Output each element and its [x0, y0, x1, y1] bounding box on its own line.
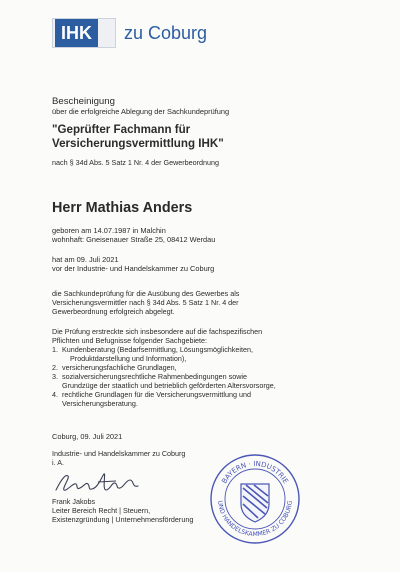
subject-text: Grundzüge der staatlich und betrieblich geförderten Altersvorsorge,	[62, 381, 276, 390]
subject-text: Versicherungsberatung.	[62, 399, 138, 408]
passed-statement	[52, 289, 352, 316]
scope-section	[52, 327, 352, 408]
subject-number: 3.	[52, 372, 58, 381]
legal-reference: nach § 34d Abs. 5 Satz 1 Nr. 4 der Gewerbeordnung	[52, 158, 220, 167]
exam-date: hat am 09. Juli 2021	[52, 255, 119, 264]
subject-number: 1.	[52, 345, 58, 354]
official-seal	[208, 452, 302, 546]
bavarian-coat-of-arms-icon	[241, 484, 269, 522]
scope-intro: Die Prüfung erstreckte sich insbesondere auf die fachspezifischen	[52, 327, 263, 336]
place-date: Coburg, 09. Juli 2021	[52, 432, 123, 441]
holder-name: Herr Mathias Anders	[52, 200, 193, 216]
scope-intro: Pflichten und Befugnisse folgender Sachgebiete:	[52, 336, 208, 345]
subject-text: rechtliche Grundlagen für die Versicherungsvermittlung und	[62, 390, 251, 399]
holder-details	[52, 226, 352, 244]
signatory-role: Existenzgründung | Unternehmensförderung	[52, 515, 194, 524]
exam-chamber: vor der Industrie- und Handelskammer zu Coburg	[52, 264, 215, 274]
subject-text: Produktdarstellung und Information),	[70, 354, 187, 363]
qualification-title	[52, 123, 352, 151]
ihk-logo-text: zu Coburg	[124, 22, 208, 43]
certificate-heading-block	[52, 96, 352, 116]
signatory-name: Frank Jakobs	[52, 497, 96, 506]
chamber-block	[52, 449, 352, 467]
ihk-logo	[52, 18, 218, 48]
signatory-role: Leiter Bereich Recht | Steuern,	[52, 506, 151, 515]
passed-line: Versicherungsvermittler nach § 34d Abs. 5 Satz 1 Nr. 4 der	[52, 298, 239, 307]
seal-bottom-text: UND HANDELSKAMMER ZU COBURG	[215, 500, 295, 539]
subject-number: 2.	[52, 363, 58, 372]
signatory-block	[52, 497, 352, 524]
subject-text: sozialversicherungsrechtliche Rahmenbedingungen sowie	[62, 372, 247, 381]
subject-item	[52, 345, 352, 363]
building-icon	[52, 18, 116, 48]
subject-item	[52, 372, 352, 390]
chamber-name: Industrie- und Handelskammer zu Coburg	[52, 449, 186, 458]
exam-info	[52, 255, 352, 273]
residence-info: wohnhaft: Gneisenauer Straße 25, 08412 Werdau	[52, 235, 216, 245]
title-line-1: "Geprüfter Fachmann für	[52, 123, 191, 136]
subject-item	[52, 363, 352, 372]
subject-item	[52, 390, 352, 408]
subject-text: versicherungsfachliche Grundlagen,	[62, 363, 177, 372]
subject-number: 4.	[52, 390, 58, 399]
chamber-ia: i. A.	[52, 458, 64, 467]
birth-info: geboren am 14.07.1987 in Malchin	[52, 226, 166, 235]
passed-line: die Sachkundeprüfung für die Ausübung des Gewerbes als	[52, 289, 240, 298]
subject-list	[52, 345, 352, 408]
handwritten-signature	[52, 468, 162, 498]
subject-text: Kundenberatung (Bedarfsermittlung, Lösungsmöglichkeiten,	[62, 345, 253, 354]
passed-line: Gewerbeordnung erfolgreich abgelegt.	[52, 307, 175, 316]
title-line-2: Versicherungsvermittlung IHK"	[52, 137, 224, 150]
certificate-heading: Bescheinigung	[52, 96, 115, 107]
certificate-subheading: über die erfolgreiche Ablegung der Sachkundeprüfung	[52, 107, 230, 116]
ihk-logo-mark: IHK	[55, 19, 98, 47]
seal-top-text: BAYERN · INDUSTRIE	[220, 459, 290, 486]
